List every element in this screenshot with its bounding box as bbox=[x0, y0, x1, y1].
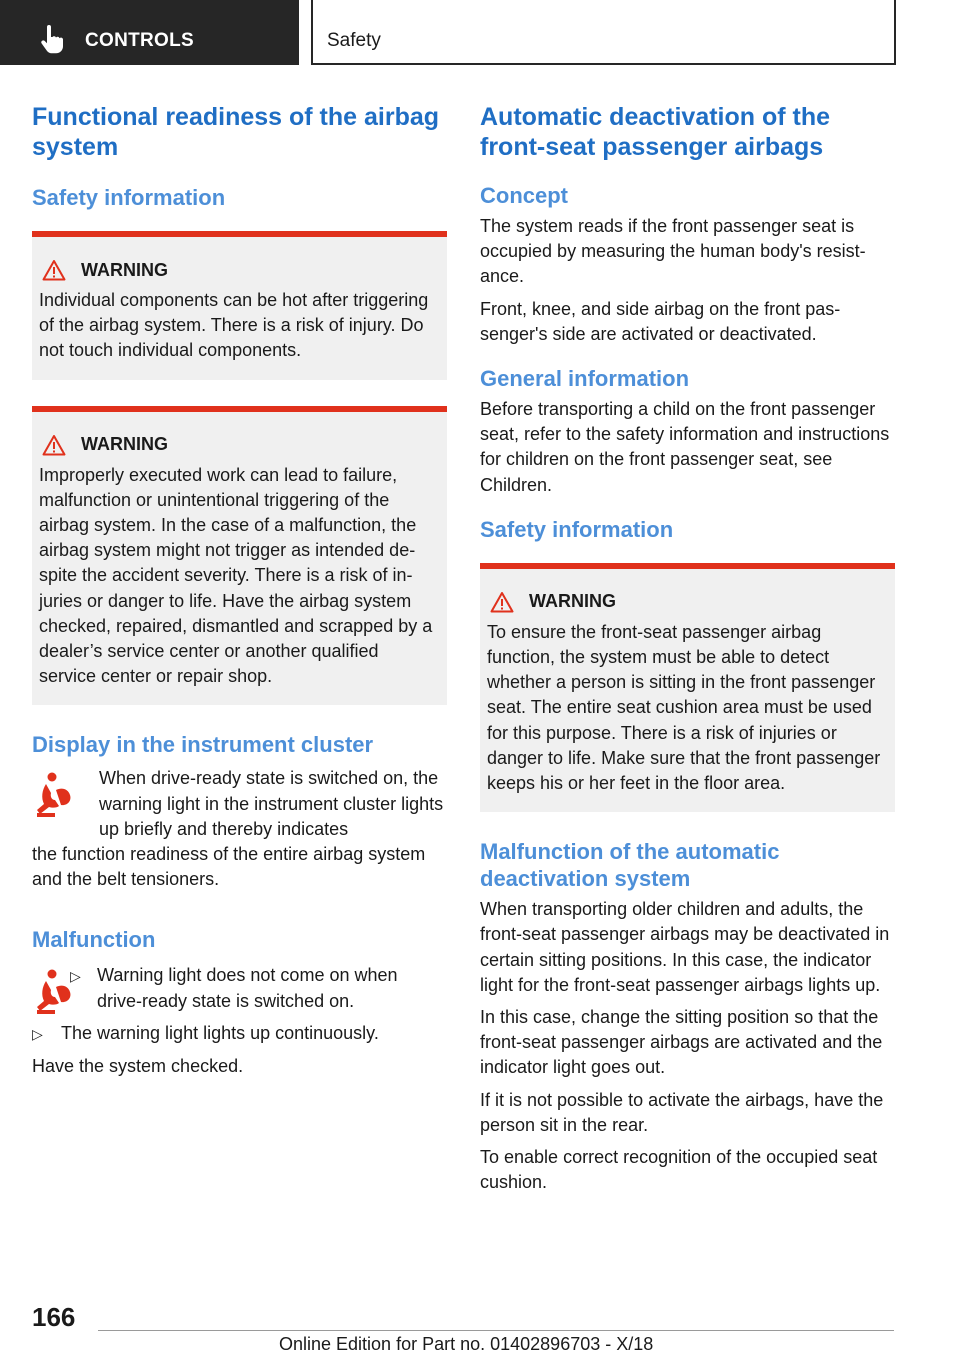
list-item: ▷ Warning light does not come on when drive-ready state is switched on. bbox=[70, 963, 447, 1013]
warning-label: WARNING bbox=[81, 434, 168, 455]
malfunction-block bbox=[32, 963, 447, 1013]
airbag-readiness-title: Functional readiness of the airbag system bbox=[32, 103, 440, 161]
airbag-warning-light-icon bbox=[32, 967, 76, 1015]
chapter-title: Safety bbox=[327, 30, 381, 51]
warning-box-seat-detection bbox=[480, 563, 895, 812]
concept-heading: Concept bbox=[480, 183, 568, 208]
edition-text: Online Edition for Part no. 01402896703 - X/18 bbox=[279, 1334, 654, 1354]
warning-triangle-icon bbox=[42, 434, 66, 456]
auto-deactivation-title: Automatic deactivation of the front-seat passenger airbags bbox=[480, 103, 831, 161]
warning-label: WARNING bbox=[81, 259, 168, 280]
warning-text: To ensure the front-seat passenger airbag function, the system must be able to detect whether a person is sitting in the front passenger seat. The entire seat cushion area must be used for this purpose. There is a risk of injuries or danger to life. Make sure that the front passenger keeps his or her feet in the floor area. bbox=[487, 621, 881, 794]
warning-box-improper-work bbox=[32, 406, 447, 706]
warning-text: Improperly executed work can lead to failure, malfunction or unintentional triggering of the airbag system. In the case of a malfunction, the airbag system might not trigger as intended despite the accident severity. There is a risk of injuries or danger to life. Have the airbag system checked, repaired, dismantled and scrapped by a dealer’s service center or another qualified service center or repair shop. bbox=[39, 464, 433, 687]
safety-info-heading: Safety information bbox=[32, 185, 226, 210]
display-block bbox=[32, 766, 447, 842]
concept-text-2: Front, knee, and side airbag on the front passenger's side are activated or deactivated. bbox=[480, 298, 841, 344]
malfunction-text-3: If it is not possible to activate the airbags, have the person sit in the rear. bbox=[480, 1089, 884, 1135]
warning-label: WARNING bbox=[529, 591, 616, 612]
malfunction-deactivation-heading: Malfunction of the automatic deactivation system bbox=[480, 839, 780, 892]
warning-text: Individual components can be hot after triggering of the airbag system. There is a risk of injury. Do not touch individual components. bbox=[39, 290, 429, 361]
left-column bbox=[32, 102, 447, 1086]
display-text: When drive-ready state is switched on, the warning light in the instrument cluster lights up briefly and thereby indicates bbox=[99, 768, 444, 839]
have-checked-text: Have the system checked. bbox=[32, 1056, 244, 1077]
malfunction-text-2: In this case, change the sitting position so that the front-seat passenger airbags are activated and the indicator light goes out. bbox=[480, 1007, 883, 1078]
general-info-heading: General information bbox=[480, 366, 690, 392]
display-heading: Display in the instrument cluster bbox=[32, 732, 374, 758]
footer-divider bbox=[98, 1330, 894, 1331]
section-title: CONTROLS bbox=[85, 30, 195, 51]
chapter-tab bbox=[311, 0, 896, 65]
right-column bbox=[480, 102, 895, 1202]
safety-info-heading: Safety information bbox=[480, 516, 674, 542]
display-text-continued: the function readiness of the entire airbag system and the belt tensioners. bbox=[32, 844, 426, 890]
general-info-text: Before transporting a child on the front passenger seat, refer to the safety information and instructions for children on the front passenger seat, see Children. bbox=[480, 399, 890, 495]
bullet-triangle-icon: ▷ bbox=[32, 1025, 43, 1042]
concept-text: The system reads if the front passenger seat is occupied by measuring the human body's resistance. bbox=[480, 216, 866, 287]
section-tab bbox=[0, 0, 299, 65]
warning-box-hot-components bbox=[32, 231, 447, 380]
list-item: ▷ The warning light lights up continuously. bbox=[32, 1021, 447, 1047]
page-number: 166 bbox=[32, 1302, 76, 1332]
malfunction-text-4: To enable correct recognition of the occupied seat cushion. bbox=[480, 1147, 878, 1193]
malfunction-text-1: When transporting older children and adults, the front-seat passenger airbags may be deactivated in certain sitting positions. In this case, the indicator light for the front-seat passenger airbags lights up. bbox=[480, 899, 890, 995]
bullet-triangle-icon: ▷ bbox=[70, 968, 81, 985]
warning-triangle-icon bbox=[42, 259, 66, 281]
malfunction-heading: Malfunction bbox=[32, 927, 156, 953]
hand-pointer-icon bbox=[40, 25, 64, 55]
airbag-warning-light-icon bbox=[32, 770, 76, 818]
warning-triangle-icon bbox=[490, 591, 514, 613]
